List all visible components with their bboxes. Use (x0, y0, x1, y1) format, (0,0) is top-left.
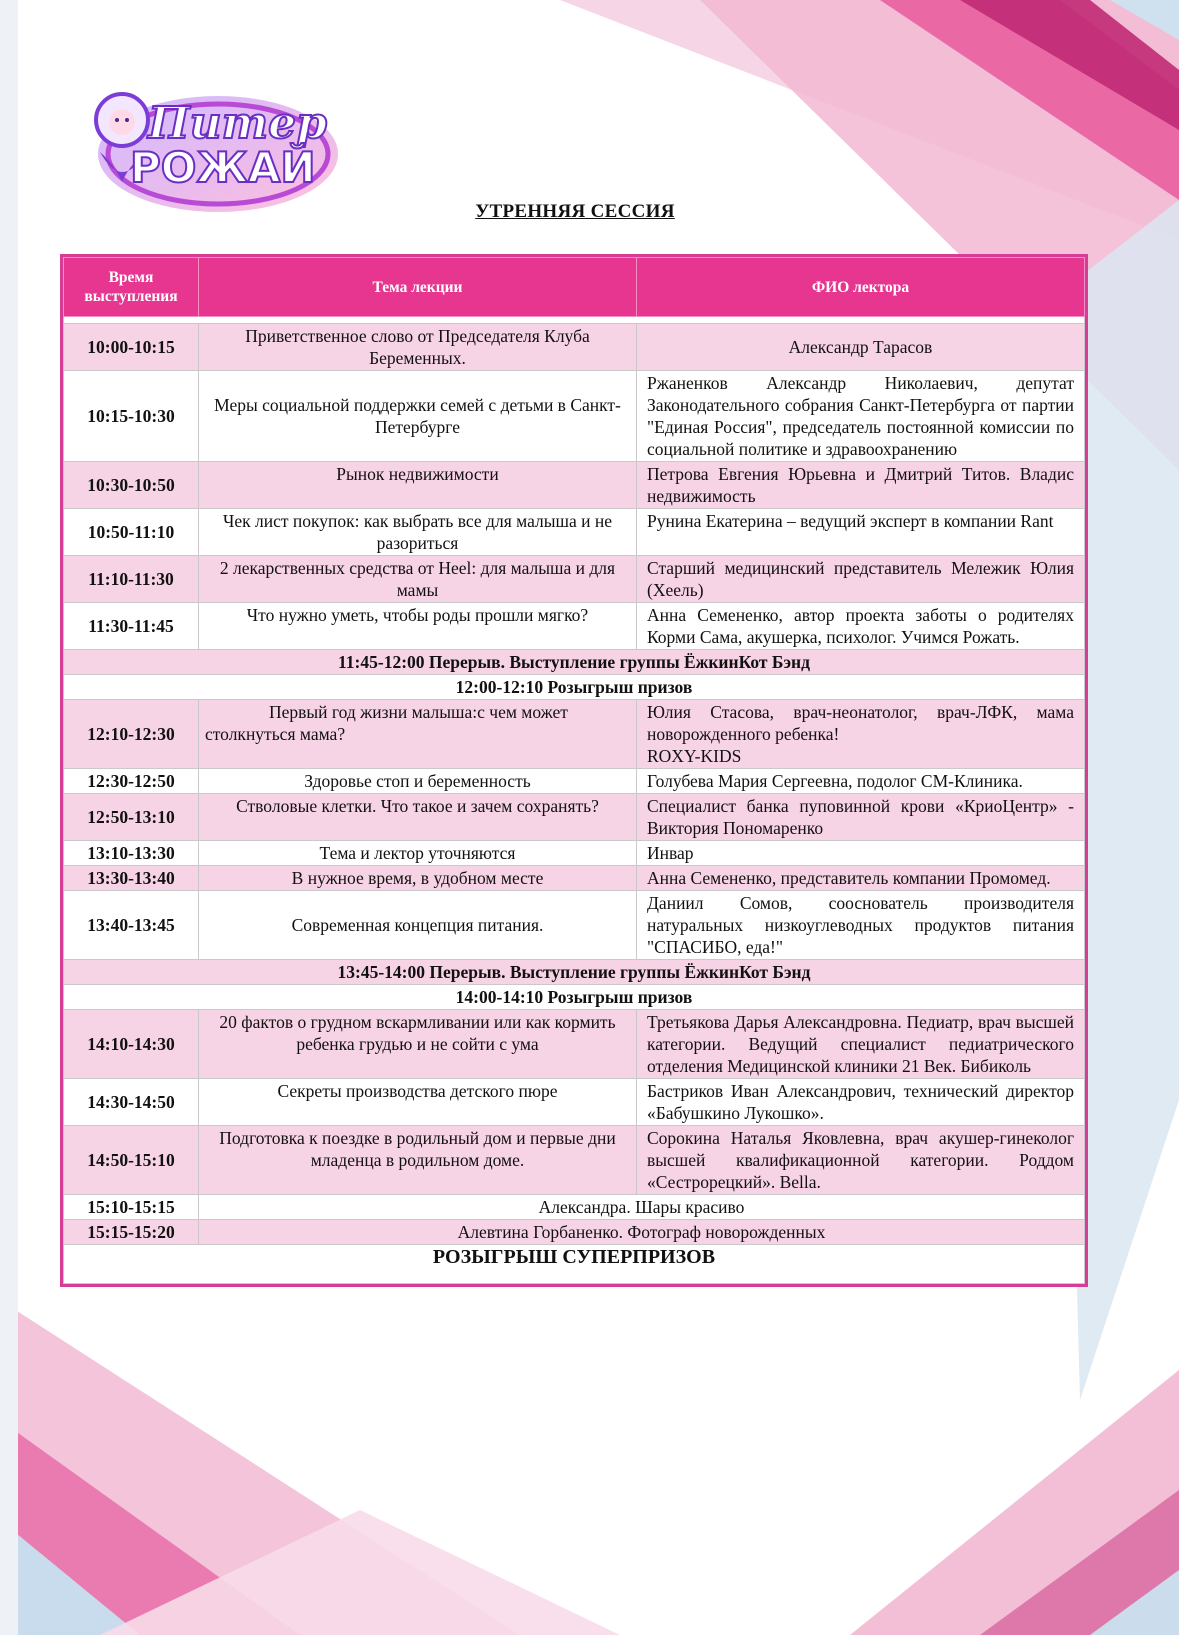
row-time: 15:15-15:20 (64, 1220, 199, 1245)
row-lecturer: Голубева Мария Сергеевна, подолог СМ-Клиника. (637, 769, 1085, 794)
row-topic: Секреты производства детского пюре (199, 1079, 637, 1126)
svg-text:Питер: Питер (148, 98, 327, 149)
row-time: 10:15-10:30 (64, 371, 199, 462)
row-topic: Современная концепция питания. (199, 891, 637, 960)
table-row (64, 1010, 1085, 1079)
session-title: УТРЕННЯЯ СЕССИЯ (475, 201, 675, 222)
row-time: 14:10-14:30 (64, 1010, 199, 1079)
break-text: 11:45-12:00 Перерыв. Выступление группы ЁжкинКот Бэнд (64, 650, 1085, 675)
row-topic: Меры социальной поддержки семей с детьми в Санкт-Петербурге (199, 371, 637, 462)
row-lecturer: Сорокина Наталья Яковлевна, врач акушер-гинеколог высшей квалификационной категории. Роддом «Сестрорецкий». Bella. (637, 1126, 1085, 1195)
row-wide-text: Александра. Шары красиво (199, 1195, 1085, 1220)
table-row (64, 371, 1085, 462)
row-time: 13:10-13:30 (64, 841, 199, 866)
header-topic: Тема лекции (199, 258, 637, 317)
break-row (64, 650, 1085, 675)
row-topic: Подготовка к поездке в родильный дом и первые дни младенца в родильном доме. (199, 1126, 637, 1195)
row-time: 13:30-13:40 (64, 866, 199, 891)
row-lecturer: Третьякова Дарья Александровна. Педиатр, врач высшей категории. Ведущий специалист педиатрического отделения Медицинской клиники 21 Век. Бибиколь (637, 1010, 1085, 1079)
row-topic: Что нужно уметь, чтобы роды прошли мягко? (199, 603, 637, 650)
table-row (64, 1220, 1085, 1245)
row-topic: В нужное время, в удобном месте (199, 866, 637, 891)
row-time: 15:10-15:15 (64, 1195, 199, 1220)
row-lecturer: Старший медицинский представитель Мележик Юлия (Хеель) (637, 556, 1085, 603)
table-row (64, 841, 1085, 866)
table-row (64, 1079, 1085, 1126)
table-row (64, 1195, 1085, 1220)
row-topic: Первый год жизни малыша:с чем может столкнуться мама? (199, 700, 637, 769)
row-lecturer: Петрова Евгения Юрьевна и Дмитрий Титов. Владис недвижимость (637, 462, 1085, 509)
row-time: 12:50-13:10 (64, 794, 199, 841)
lecturer-line: Юлия Стасова, врач-неонатолог, врач-ЛФК, мама новорожденного ребенка! (647, 702, 1074, 744)
break-text: 14:00-14:10 Розыгрыш призов (64, 985, 1085, 1010)
row-time: 13:40-13:45 (64, 891, 199, 960)
row-time: 14:30-14:50 (64, 1079, 199, 1126)
table-header-row (64, 258, 1085, 317)
row-time: 11:30-11:45 (64, 603, 199, 650)
row-lecturer: Специалист банка пуповинной крови «КриоЦентр» - Виктория Пономаренко (637, 794, 1085, 841)
break-row (64, 675, 1085, 700)
header-lecturer: ФИО лектора (637, 258, 1085, 317)
row-topic: 20 фактов о грудном вскармливании или как кормить ребенка грудью и не сойти с ума (199, 1010, 637, 1079)
table-row (64, 556, 1085, 603)
table-row (64, 794, 1085, 841)
row-topic: Стволовые клетки. Что такое и зачем сохранять? (199, 794, 637, 841)
table-row (64, 1126, 1085, 1195)
row-time: 10:00-10:15 (64, 324, 199, 371)
row-lecturer: Бастриков Иван Александрович, технический директор «Бабушкино Лукошко». (637, 1079, 1085, 1126)
row-topic: 2 лекарственных средства от Heel: для малыша и для мамы (199, 556, 637, 603)
svg-text:РОЖАЙ: РОЖАЙ (130, 143, 316, 192)
superprize-text: РОЗЫГРЫШ СУПЕРПРИЗОВ (64, 1245, 1085, 1284)
table-row (64, 700, 1085, 769)
break-row (64, 985, 1085, 1010)
row-time: 11:10-11:30 (64, 556, 199, 603)
table-row (64, 324, 1085, 371)
lecturer-line: ROXY-KIDS (647, 746, 742, 766)
row-time: 10:50-11:10 (64, 509, 199, 556)
row-lecturer: Рунина Екатерина – ведущий эксперт в компании Rant (637, 509, 1085, 556)
row-lecturer: Александр Тарасов (637, 324, 1085, 371)
row-topic: Тема и лектор уточняются (199, 841, 637, 866)
schedule-table (60, 254, 1088, 1287)
row-topic: Чек лист покупок: как выбрать все для малыша и не разориться (199, 509, 637, 556)
row-time: 12:30-12:50 (64, 769, 199, 794)
row-lecturer (637, 700, 1085, 769)
row-topic: Рынок недвижимости (199, 462, 637, 509)
row-time: 14:50-15:10 (64, 1126, 199, 1195)
superprize-row (64, 1245, 1085, 1284)
break-text: 13:45-14:00 Перерыв. Выступление группы ЁжкинКот Бэнд (64, 960, 1085, 985)
row-topic: Здоровье стоп и беременность (199, 769, 637, 794)
table-row (64, 866, 1085, 891)
row-wide-text: Алевтина Горбаненко. Фотограф новорожденных (199, 1220, 1085, 1245)
row-topic: Приветственное слово от Председателя Клуба Беременных. (199, 324, 637, 371)
table-row (64, 509, 1085, 556)
row-lecturer: Анна Семененко, автор проекта заботы о родителях Корми Сама, акушерка, психолог. Учимся Рожать. (637, 603, 1085, 650)
row-time: 10:30-10:50 (64, 462, 199, 509)
table-row (64, 462, 1085, 509)
break-row (64, 960, 1085, 985)
break-text: 12:00-12:10 Розыгрыш призов (64, 675, 1085, 700)
row-lecturer: Анна Семененко, представитель компании Промомед. (637, 866, 1085, 891)
row-lecturer: Ржаненков Александр Николаевич, депутат Законодательного собрания Санкт-Петербурга от партии "Единая Россия", председатель постоянной комиссии по социальной политике и здравоохранению (637, 371, 1085, 462)
piter-rozhai-logo (90, 82, 340, 217)
header-time: Время выступления (64, 258, 199, 317)
table-row (64, 769, 1085, 794)
row-lecturer: Инвар (637, 841, 1085, 866)
table-row (64, 891, 1085, 960)
table-row (64, 603, 1085, 650)
row-lecturer: Даниил Сомов, сооснователь производителя натуральных низкоуглеводных продуктов питания "СПАСИБО, еда!" (637, 891, 1085, 960)
row-time: 12:10-12:30 (64, 700, 199, 769)
